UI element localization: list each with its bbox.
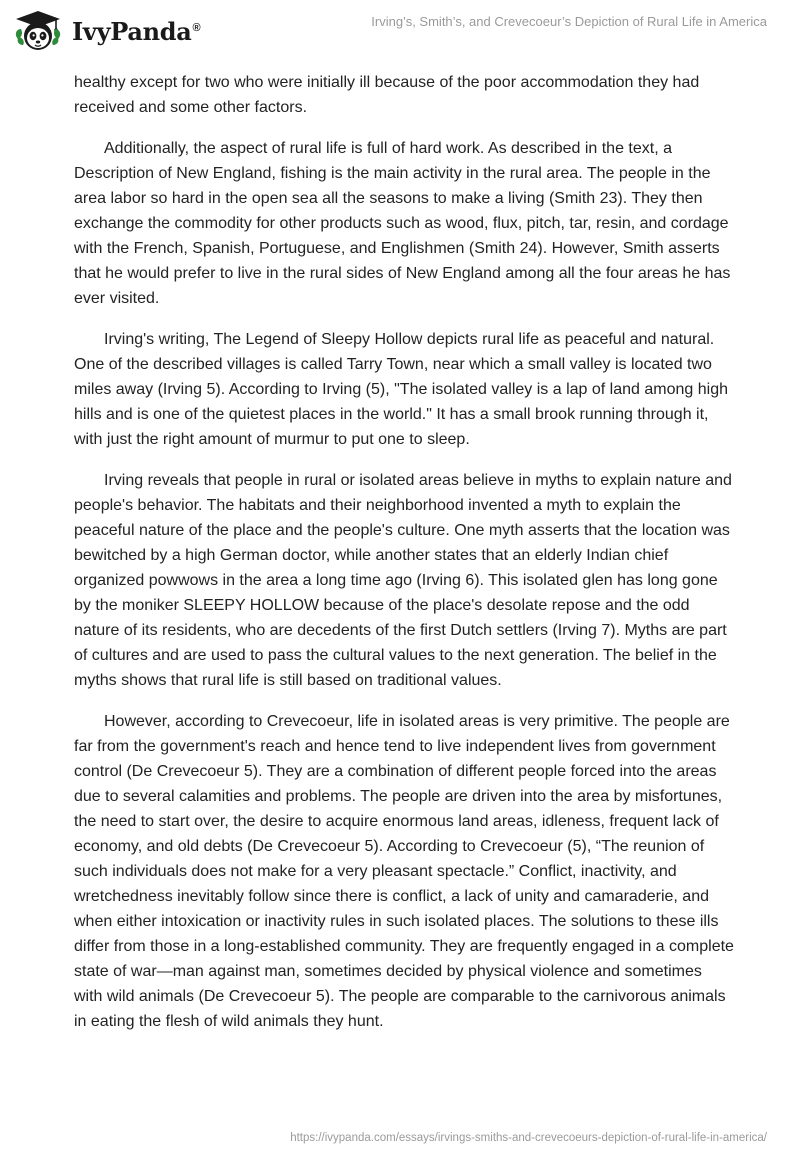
brand-logo[interactable] bbox=[14, 9, 200, 53]
page-header bbox=[0, 0, 800, 60]
panda-graduate-icon bbox=[14, 9, 66, 53]
registered-mark: ® bbox=[192, 21, 201, 34]
document-title: Irving’s, Smith’s, and Crevecoeur’s Depiction of Rural Life in America bbox=[371, 14, 767, 29]
paragraph: However, according to Crevecoeur, life in isolated areas is very primitive. The people are far from the government's reach and hence tend to live independent lives from government control (De Crevecoeur 5). They are a combination of different people forced into the areas due to several calamities and problems. The people are driven into the area by misfortunes, the need to start over, the desire to acquire enormous land areas, idleness, frequent lack of economy, and old debts (De Crevecoeur 5). According to Crevecoeur (5), “The reunion of such individuals does not make for a very pleasant spectacle.” Conflict, inactivity, and wretchedness inevitably follow since there is conflict, a lack of unity and camaraderie, and when either intoxication or inactivity rules in such isolated places. The solutions to these ills differ from those in a long-established community. They are frequently engaged in a complete state of war—man against man, sometimes decided by physical violence and sometimes with wild animals (De Crevecoeur 5). The people are comparable to the carnivorous animals in eating the flesh of wild animals they hunt. bbox=[74, 713, 734, 1030]
brand-name: IvyPanda® bbox=[72, 16, 201, 46]
essay-body bbox=[74, 70, 734, 1050]
paragraph-continued: healthy except for two who were initially ill because of the poor accommodation they had received and some other factors. bbox=[74, 74, 700, 116]
source-url[interactable]: https://ivypanda.com/essays/irvings-smiths-and-crevecoeurs-depiction-of-rural-life-in-america/ bbox=[290, 1132, 767, 1144]
paragraph: Irving's writing, The Legend of Sleepy Hollow depicts rural life as peaceful and natural. One of the described villages is called Tarry Town, near which a small valley is located two miles away (Irving 5). According to Irving (5), "The isolated valley is a lap of land among high hills and is one of the quietest places in the world." It has a small brook running through it, with just the right amount of murmur to put one to sleep. bbox=[74, 331, 728, 448]
paragraph: Additionally, the aspect of rural life is full of hard work. As described in the text, a Description of New England, fishing is the main activity in the rural area. The people in the area labor so hard in the open sea all the seasons to make a living (Smith 23). They then exchange the commodity for other products such as wood, flux, pitch, tar, resin, and cordage with the French, Spanish, Portuguese, and Englishmen (Smith 24). However, Smith asserts that he would prefer to live in the rural sides of New England among all the four areas he has ever visited. bbox=[74, 140, 731, 307]
paragraph: Irving reveals that people in rural or isolated areas believe in myths to explain nature and people's behavior. The habitats and their neighborhood invented a myth to explain the peaceful nature of the place and the people's culture. One myth asserts that the location was bewitched by a high German doctor, while another states that an elderly Indian chief organized powwows in the area a long time ago (Irving 6). This isolated glen has long gone by the moniker SLEEPY HOLLOW because of the place's desolate repose and the odd nature of its residents, who are decedents of the first Dutch settlers (Irving 7). Myths are part of cultures and are used to pass the cultural values to the next generation. The belief in the myths shows that rural life is still based on traditional values. bbox=[74, 472, 732, 689]
